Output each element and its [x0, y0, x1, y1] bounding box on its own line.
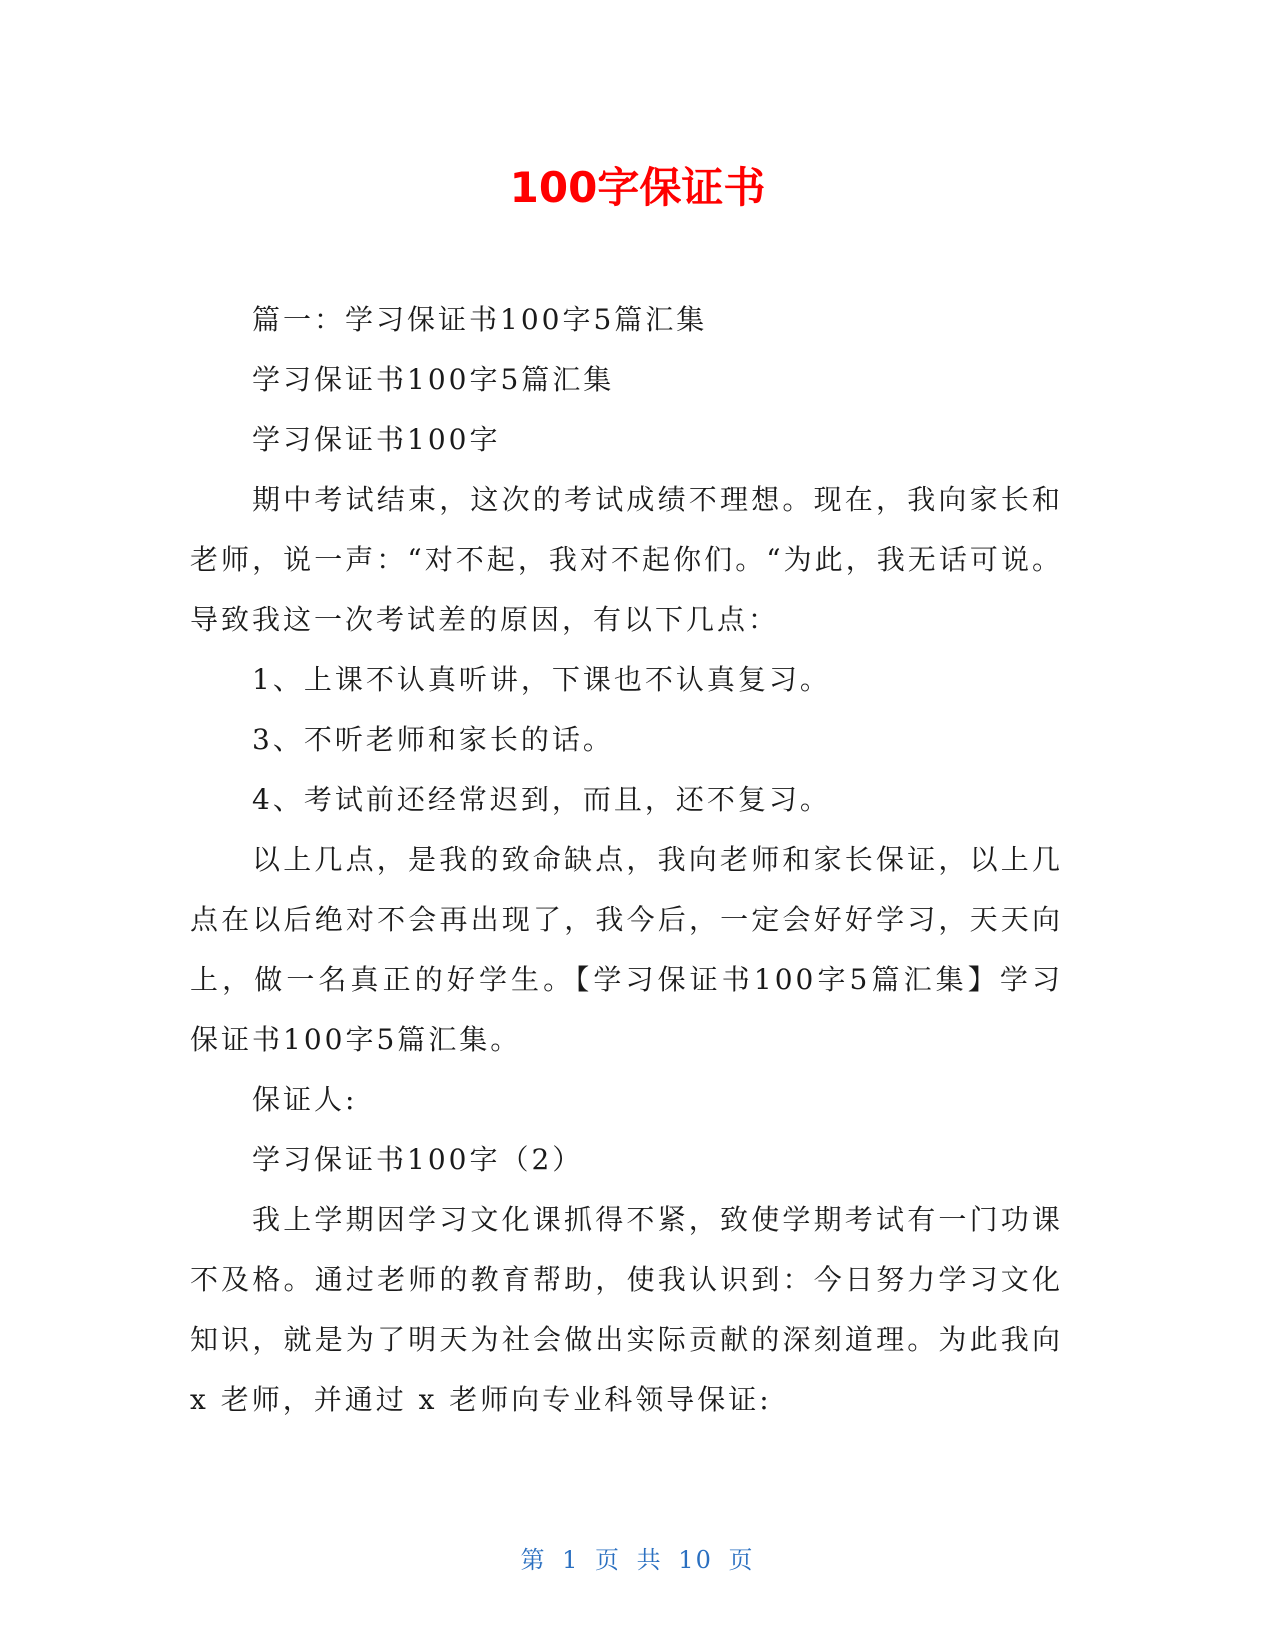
document-body — [190, 290, 1063, 1430]
page-footer — [0, 1544, 1275, 1576]
paragraph-subheading-essay-one: 学习保证书100字 — [252, 423, 501, 456]
list-item-reason-3: 3、不听老师和家长的话。 — [252, 723, 614, 756]
document-title: 100字保证书 — [509, 163, 766, 212]
paragraph-semester-pledge: 我上学期因学习文化课抓得不紧，致使学期考试有一门功课不及格。通过老师的教育帮助，使我认识到：今日努力学习文化知识，就是为了明天为社会做出实际贡献的深刻道理。为此我向 x 老师，并通过 x 老师向专业科领导保证: — [190, 1203, 1063, 1416]
paragraph-promise: 以上几点，是我的致命缺点，我向老师和家长保证，以上几点在以后绝对不会再出现了，我今后，一定会好好学习，天天向上，做一名真正的好学生。【学习保证书100字5篇汇集】学习保证书100字5篇汇集。 — [190, 843, 1063, 1056]
paragraph-subheading-essay-two: 学习保证书100字（2） — [252, 1143, 584, 1176]
page-number-label: 第 1 页 共 10 页 — [520, 1546, 755, 1574]
paragraph-guarantor: 保证人: — [252, 1083, 358, 1116]
paragraph-exam-result: 期中考试结束，这次的考试成绩不理想。现在，我向家长和老师，说一声：“对不起，我对不起你们。“为此，我无话可说。导致我这一次考试差的原因，有以下几点： — [190, 483, 1063, 636]
list-item-reason-1: 1、上课不认真听讲，下课也不认真复习。 — [252, 663, 831, 696]
paragraph-subheading-collection: 学习保证书100字5篇汇集 — [252, 363, 615, 396]
paragraph-heading-part-one: 篇一：学习保证书100字5篇汇集 — [252, 303, 708, 336]
list-item-reason-4: 4、考试前还经常迟到，而且，还不复习。 — [252, 783, 831, 816]
